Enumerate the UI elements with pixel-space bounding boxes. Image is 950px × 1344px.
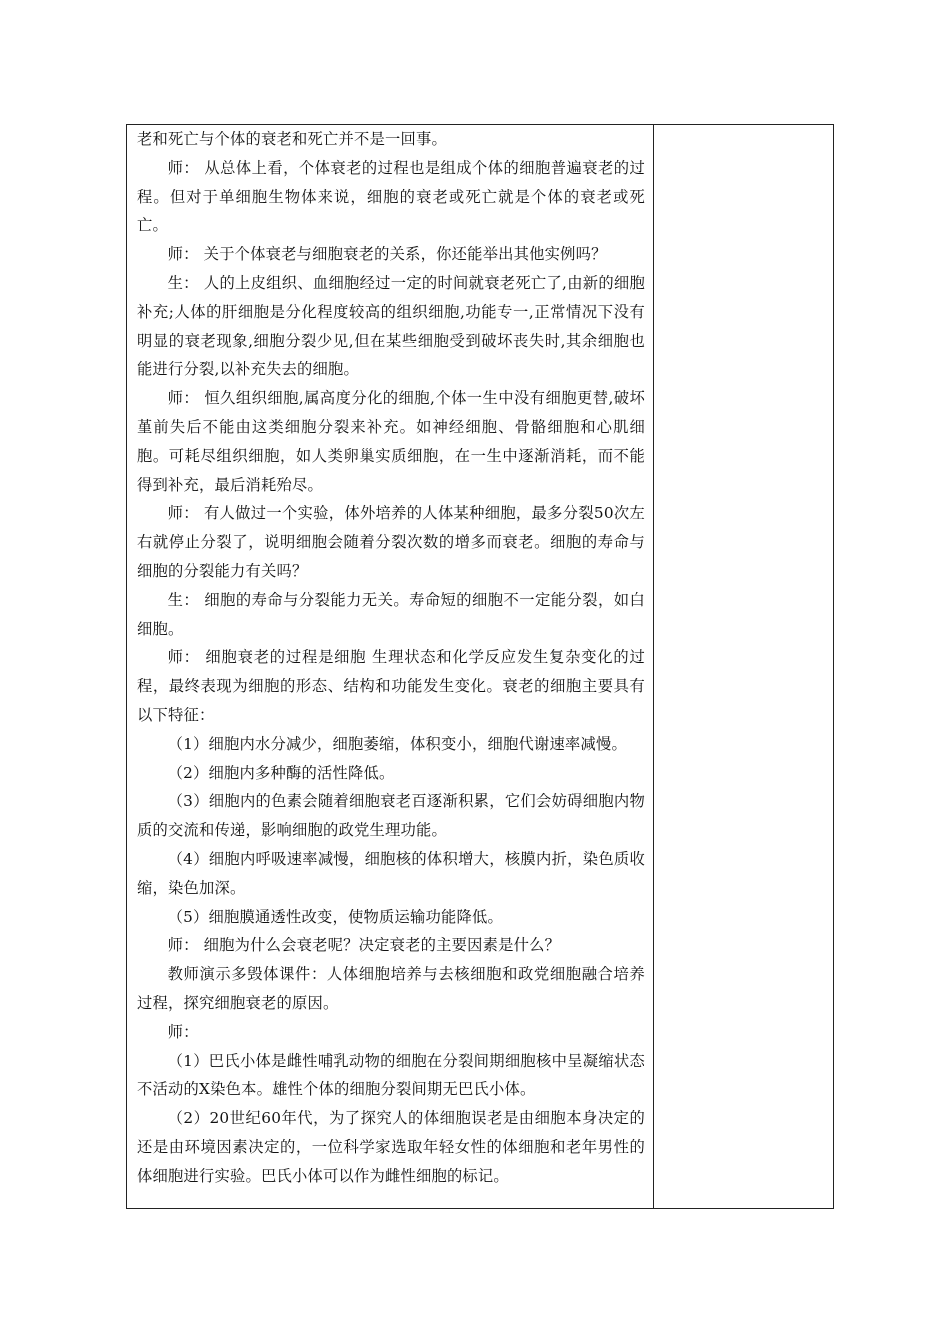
paragraph: 老和死亡与个体的衰老和死亡并不是一回事。: [137, 130, 447, 148]
lesson-content-cell: [137, 125, 645, 1190]
paragraph: 师：: [167, 1022, 199, 1041]
list-item: （2）20世纪60年代，为了探究人的体细胞误老是由细胞本身决定的还是由环境因素决定的，一位科学家选取年轻女性的体细胞和老年男性的体细胞进行实验。巴氏小体可以作为雌性细胞的标记。: [137, 1109, 645, 1185]
list-item: （1）细胞内水分减少，细胞萎缩，体积变小，细胞代谢速率减慢。: [167, 734, 627, 753]
paragraph: 师： 细胞为什么会衰老呢？决定衰老的主要因素是什么？: [167, 936, 561, 955]
notes-cell: [654, 125, 834, 1208]
paragraph: 师： 从总体上看，个体衰老的过程也是组成个体的细胞普遍衰老的过程。但对于单细胞生物体来说，细胞的衰老或死亡就是个体的衰老或死亡。: [137, 158, 645, 235]
list-item: （4）细胞内呼吸速率减慢，细胞核的体积增大，核膜内折，染色质收缩，染色加深。: [137, 849, 645, 897]
list-item: （3）细胞内的色素会随着细胞衰老百逐渐积累，它们会妨碍细胞内物质的交流和传递，影响细胞的政党生理功能。: [137, 792, 645, 840]
list-item: （2）细胞内多种酶的活性降低。: [167, 763, 395, 782]
list-item: （1）巴氏小体是雌性哺乳动物的细胞在分裂间期细胞核中呈凝缩状态不活动的X染色本。雄性个体的细胞分裂间期无巴氏小体。: [137, 1051, 645, 1099]
paragraph: 师： 关于个体衰老与细胞衰老的关系，你还能举出其他实例吗？: [167, 245, 607, 264]
paragraph: 师： 恒久组织细胞,属高度分化的细胞,个体一生中没有细胞更替,破坏堇前失后不能由这类细胞分裂来补充。如神经细胞、骨骼细胞和心肌细胞。可耗尽组织细胞，如人类卵巢实质细胞，在一生中逐渐消耗，而不能得到补充，最后消耗殆尽。: [137, 389, 645, 494]
paragraph: 生： 人的上皮组织、血细胞经过一定的时间就衰老死亡了,由新的细胞补充;人体的肝细胞是分化程度较高的组织细胞,功能专一,正常情况下没有明显的衰老现象,细胞分裂少见,但在某些细胞受到破坏丧失时,其余细胞也能进行分裂,以补充失去的细胞。: [137, 273, 645, 379]
paragraph: 生： 细胞的寿命与分裂能力无关。寿命短的细胞不一定能分裂，如白细胞。: [137, 590, 645, 638]
paragraph: 师： 细胞衰老的过程是细胞 生理状态和化学反应发生复杂变化的过程，最终表现为细胞的形态、结构和功能发生变化。衰老的细胞主要具有以下特征：: [137, 648, 645, 724]
paragraph: 师： 有人做过一个实验，体外培养的人体某种细胞，最多分裂50次左右就停止分裂了，说明细胞会随着分裂次数的增多而衰老。细胞的寿命与细胞的分裂能力有关吗？: [137, 504, 645, 580]
paragraph: 教师演示多毁体课件：人体细胞培养与去核细胞和政党细胞融合培养过程，探究细胞衰老的原因。: [137, 965, 645, 1012]
list-item: （5）细胞膜通透性改变，使物质运输功能降低。: [167, 907, 503, 926]
lesson-table: [126, 124, 834, 1209]
